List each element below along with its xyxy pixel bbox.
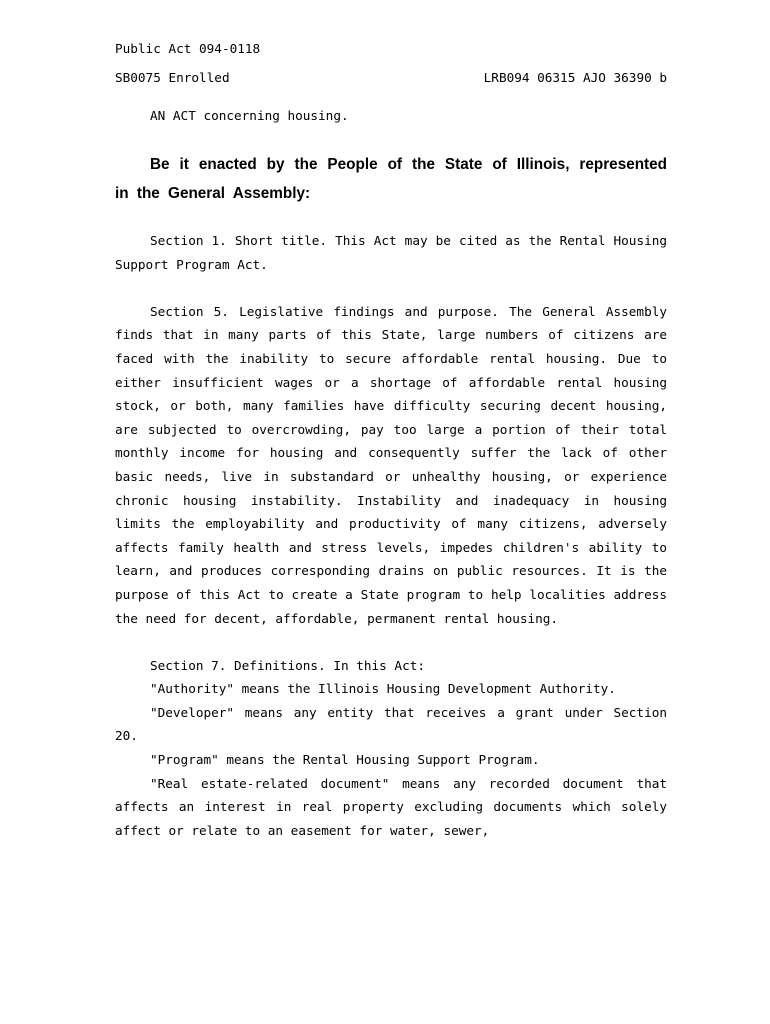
section-1-short-title: Section 1. Short title. This Act may be cited as the Rental Housing Support Program Act. — [115, 233, 667, 272]
section-5-findings: Section 5. Legislative findings and purpose. The General Assembly finds that in many parts of this State, large numbers of citizens are faced with the inability to secure affordable rental housing. Due to either insufficient wages or a shortage of affordable rental housing stock, or both, many families have difficulty securing decent housing, are subjected to overcrowding, pay too large a portion of their total monthly income for housing and consequently suffer the lack of other basic needs, live in substandard or unhealthy housing, or experience chronic housing instability. Instability and inadequacy in housing limits the employability and productivity of many citizens, adversely affects family health and stress levels, impedes children's ability to learn, and produces corresponding drains on public resources. It is the purpose of this Act to create a State program to help localities address the need for decent, affordable, permanent rental housing. — [115, 303, 667, 626]
section-7-definitions-heading: Section 7. Definitions. In this Act: — [150, 657, 425, 673]
lrb-number: LRB094 06315 AJO 36390 b — [483, 70, 667, 85]
act-title: AN ACT concerning housing. — [150, 108, 349, 123]
definition-developer: "Developer" means any entity that receives a grant under Section 20. — [115, 704, 667, 744]
public-act-number: Public Act 094-0118 — [115, 41, 261, 56]
definition-program: "Program" means the Rental Housing Support Program. — [150, 752, 540, 768]
enacting-clause: Be it enacted by the People of the State of Illinois, represented in the General Assembly: — [115, 156, 667, 202]
bill-header-row — [115, 70, 667, 86]
bill-number: SB0075 Enrolled — [115, 70, 230, 85]
definition-authority: "Authority" means the Illinois Housing Development Authority. — [150, 681, 616, 697]
definition-real-estate-document: "Real estate-related document" means any recorded document that affects an interest in real property excluding documents which solely affect or relate to an easement for water, sewer, — [115, 775, 667, 838]
document-body — [115, 229, 667, 842]
